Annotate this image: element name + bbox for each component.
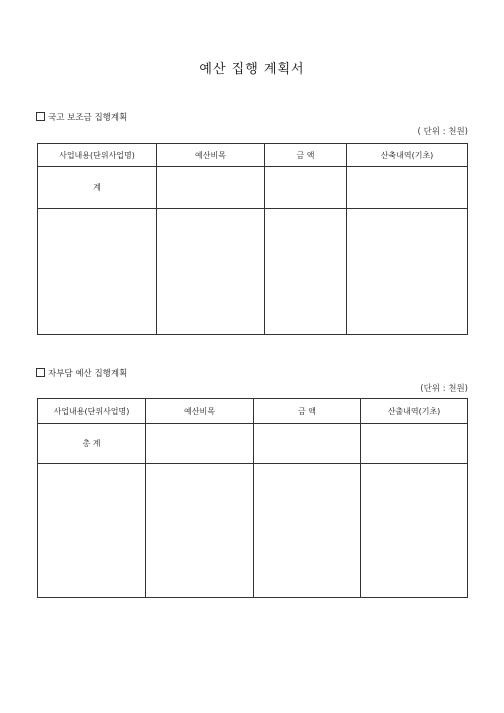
table-cell[interactable] xyxy=(347,167,468,209)
table-cell[interactable] xyxy=(38,209,157,335)
table-cell[interactable] xyxy=(254,424,361,464)
checkbox-icon xyxy=(36,112,45,121)
table-header-row xyxy=(38,144,468,167)
checkbox-icon xyxy=(36,368,45,377)
header-amount: 금 액 xyxy=(265,144,347,167)
section1-heading xyxy=(36,111,127,123)
table-cell[interactable] xyxy=(38,464,146,598)
table-cell[interactable] xyxy=(254,464,361,598)
table-cell[interactable] xyxy=(157,167,265,209)
section1-table xyxy=(37,143,468,335)
section2-heading xyxy=(36,367,127,379)
header-budget-item: 예산비목 xyxy=(146,399,254,424)
table-cell[interactable] xyxy=(265,167,347,209)
header-amount: 금 액 xyxy=(254,399,361,424)
table-row xyxy=(38,464,468,598)
total-label: 계 xyxy=(38,167,157,209)
table-cell[interactable] xyxy=(146,464,254,598)
section2-unit: (단위 : 천원) xyxy=(420,384,468,394)
table-cell[interactable] xyxy=(361,424,468,464)
header-calculation: 산축내역(기초) xyxy=(347,144,468,167)
total-label: 총 계 xyxy=(38,424,146,464)
header-calculation: 산출내역(기초) xyxy=(361,399,468,424)
header-business: 사업내용(단위사업명) xyxy=(38,399,146,424)
document-title: 예산 집행 계획서 xyxy=(199,62,305,77)
header-business: 사업내용(단위사업명) xyxy=(38,144,157,167)
section1-label: 국고 보조금 집행계획 xyxy=(48,113,128,123)
table-cell[interactable] xyxy=(347,209,468,335)
section2-table xyxy=(37,398,468,598)
table-cell[interactable] xyxy=(265,209,347,335)
table-cell[interactable] xyxy=(157,209,265,335)
table-cell[interactable] xyxy=(361,464,468,598)
total-row xyxy=(38,424,468,464)
table-header-row xyxy=(38,399,468,424)
header-budget-item: 예산비목 xyxy=(157,144,265,167)
section1-unit: ( 단위 : 천원) xyxy=(417,127,468,137)
total-row xyxy=(38,167,468,209)
section2-label: 자부담 예산 집행계획 xyxy=(48,369,128,379)
table-cell[interactable] xyxy=(146,424,254,464)
table-row xyxy=(38,209,468,335)
